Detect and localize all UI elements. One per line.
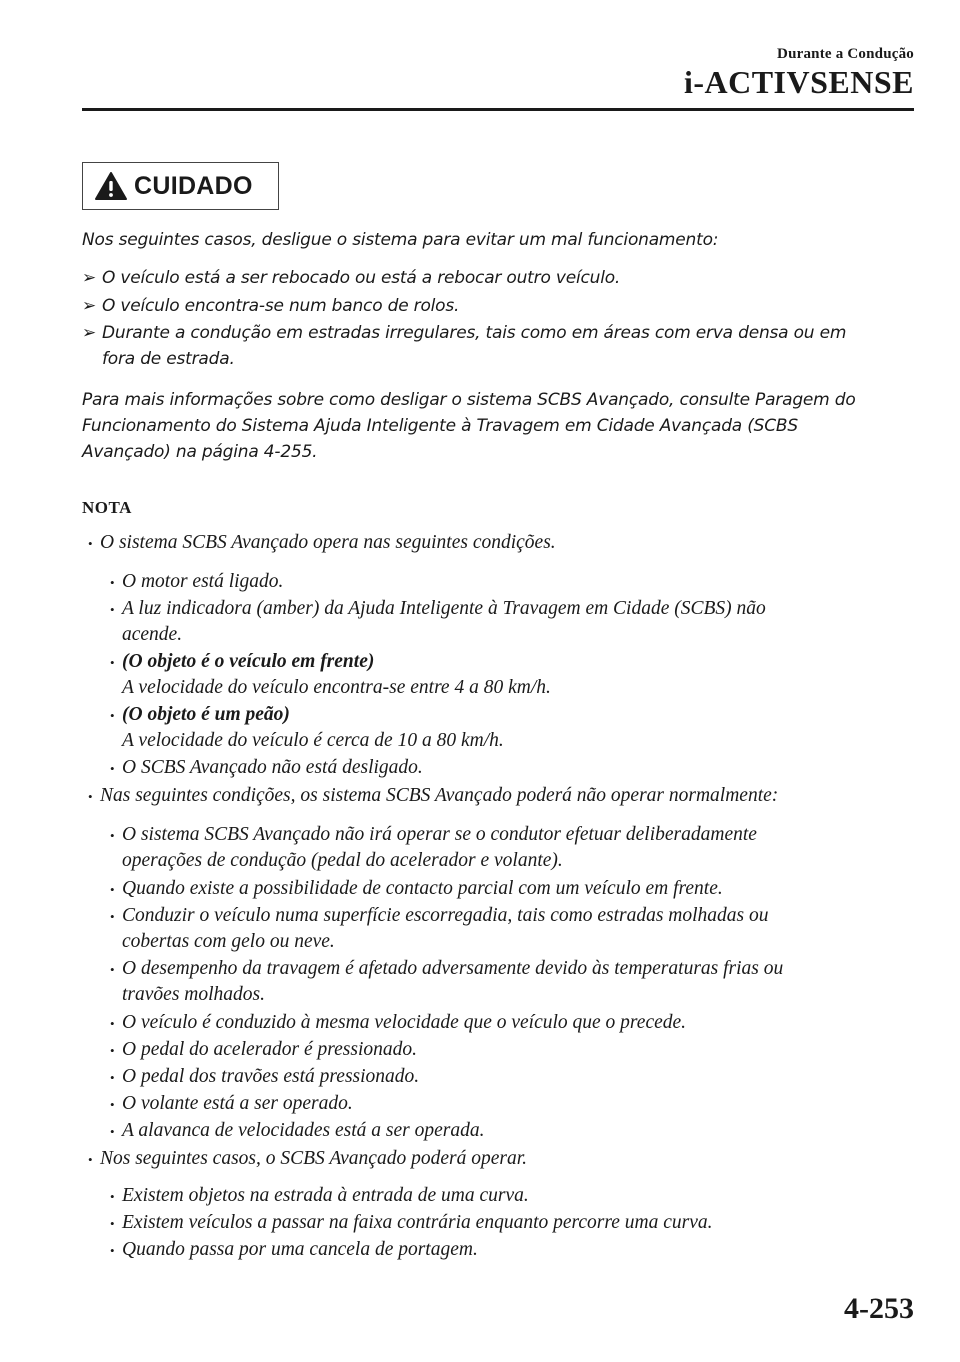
dot-bullet-icon: •	[110, 1189, 115, 1204]
note-bullet	[88, 785, 778, 807]
note-subbullet	[110, 905, 769, 927]
note-subbullet	[110, 1039, 417, 1061]
note-subbullet	[110, 1239, 478, 1261]
note-subbullet-text: O SCBS Avançado não está desligado.	[122, 757, 423, 778]
more-info-text: Para mais informações sobre como desligar o sistema SCBS Avançado, consulte Paragem do	[82, 390, 856, 410]
note-subbullet	[110, 1066, 419, 1088]
note-subbullet-heading: (O objeto é o veículo em frente)	[122, 651, 375, 672]
note-subbullet-text: O sistema SCBS Avançado não irá operar se o condutor efetuar deliberadamente	[122, 824, 757, 845]
note-subbullet	[110, 757, 423, 779]
caution-label: CUIDADO	[134, 171, 253, 200]
note-subbullet-text: A alavanca de velocidades está a ser operada.	[122, 1120, 485, 1141]
dot-bullet-icon: •	[110, 575, 115, 590]
chapter-title: i-ACTIVSENSE	[683, 64, 914, 100]
note-subbullet	[110, 824, 757, 846]
note-bullet-text: O sistema SCBS Avançado opera nas seguintes condições.	[100, 532, 556, 553]
note-subbullet-text: O pedal do acelerador é pressionado.	[122, 1039, 417, 1060]
list-item	[82, 268, 620, 288]
dot-bullet-icon: •	[110, 708, 115, 723]
note-bullet	[88, 532, 556, 554]
note-continuation: travões molhados.	[122, 984, 265, 1005]
list-item	[82, 323, 846, 343]
dot-bullet-icon: •	[110, 1097, 115, 1112]
note-subbullet-text: O veículo é conduzido à mesma velocidade que o veículo que o precede.	[122, 1012, 687, 1033]
note-bullet-text: Nos seguintes casos, o SCBS Avançado poderá operar.	[100, 1148, 528, 1169]
page-number: 4-253	[844, 1292, 914, 1325]
arrow-bullet-icon: ➢	[82, 323, 97, 343]
note-continuation: A velocidade do veículo é cerca de 10 a 80 km/h.	[122, 730, 504, 751]
arrow-bullet-icon: ➢	[82, 268, 97, 288]
dot-bullet-icon: •	[110, 828, 115, 843]
section-title: Durante a Condução	[777, 46, 914, 62]
arrow-bullet-icon: ➢	[82, 296, 97, 316]
dot-bullet-icon: •	[110, 1016, 115, 1031]
list-item	[82, 296, 459, 316]
note-subbullet-heading: (O objeto é um peão)	[122, 704, 290, 725]
note-subbullet	[110, 1120, 484, 1142]
list-item-text: O veículo está a ser rebocado ou está a rebocar outro veículo.	[102, 268, 621, 288]
note-subbullet	[110, 1093, 353, 1115]
more-info-text: Funcionamento do Sistema Ajuda Inteligente à Travagem em Cidade Avançada (SCBS	[82, 416, 798, 436]
note-continuation: cobertas com gelo ou neve.	[122, 931, 335, 952]
dot-bullet-icon: •	[88, 789, 93, 804]
note-subbullet-text: Quando passa por uma cancela de portagem.	[122, 1239, 478, 1260]
list-item-continuation: fora de estrada.	[102, 349, 235, 369]
dot-bullet-icon: •	[110, 882, 115, 897]
note-subbullet	[110, 1185, 529, 1207]
dot-bullet-icon: •	[110, 909, 115, 924]
note-subbullet-text: O motor está ligado.	[122, 571, 284, 592]
dot-bullet-icon: •	[110, 1043, 115, 1058]
note-subbullet-text: Existem objetos na estrada à entrada de uma curva.	[122, 1185, 529, 1206]
note-subbullet	[110, 1012, 686, 1034]
list-item-text: O veículo encontra-se num banco de rolos.	[102, 296, 460, 316]
dot-bullet-icon: •	[88, 536, 93, 551]
note-bullet	[88, 1148, 527, 1170]
note-continuation: A velocidade do veículo encontra-se entre 4 a 80 km/h.	[122, 677, 551, 698]
note-subbullet-text: O volante está a ser operado.	[122, 1093, 353, 1114]
note-subbullet	[110, 704, 290, 726]
dot-bullet-icon: •	[110, 655, 115, 670]
note-subbullet-text: Conduzir o veículo numa superfície escorregadia, tais como estradas molhadas ou	[122, 905, 769, 926]
dot-bullet-icon: •	[88, 1152, 93, 1167]
note-subbullet	[110, 1212, 713, 1234]
note-subbullet-text: Quando existe a possibilidade de contacto parcial com um veículo em frente.	[122, 878, 723, 899]
caution-intro: Nos seguintes casos, desligue o sistema para evitar um mal funcionamento:	[82, 230, 719, 250]
dot-bullet-icon: •	[110, 1243, 115, 1258]
note-continuation: acende.	[122, 624, 183, 645]
note-subbullet	[110, 651, 374, 673]
note-subbullet-text: O desempenho da travagem é afetado adversamente devido às temperaturas frias ou	[122, 958, 784, 979]
note-subbullet-text: A luz indicadora (amber) da Ajuda Inteligente à Travagem em Cidade (SCBS) não	[122, 598, 766, 619]
note-subbullet-text: O pedal dos travões está pressionado.	[122, 1066, 420, 1087]
dot-bullet-icon: •	[110, 761, 115, 776]
note-subbullet-text: Existem veículos a passar na faixa contrária enquanto percorre uma curva.	[122, 1212, 713, 1233]
dot-bullet-icon: •	[110, 1124, 115, 1139]
note-subbullet	[110, 598, 766, 620]
note-bullet-text: Nas seguintes condições, os sistema SCBS Avançado poderá não operar normalmente:	[100, 785, 779, 806]
dot-bullet-icon: •	[110, 602, 115, 617]
note-subbullet	[110, 958, 783, 980]
caution-box	[82, 162, 279, 210]
dot-bullet-icon: •	[110, 1070, 115, 1085]
note-subbullet	[110, 571, 283, 593]
note-continuation: operações de condução (pedal do acelerador e volante).	[122, 850, 563, 871]
note-title: NOTA	[82, 498, 132, 517]
list-item-text: Durante a condução em estradas irregulares, tais como em áreas com erva densa ou em	[102, 323, 847, 343]
header-rule	[82, 108, 914, 111]
more-info-text: Avançado) na página 4-255.	[82, 442, 318, 462]
dot-bullet-icon: •	[110, 962, 115, 977]
note-subbullet	[110, 878, 723, 900]
dot-bullet-icon: •	[110, 1216, 115, 1231]
warning-triangle-icon	[94, 171, 128, 201]
